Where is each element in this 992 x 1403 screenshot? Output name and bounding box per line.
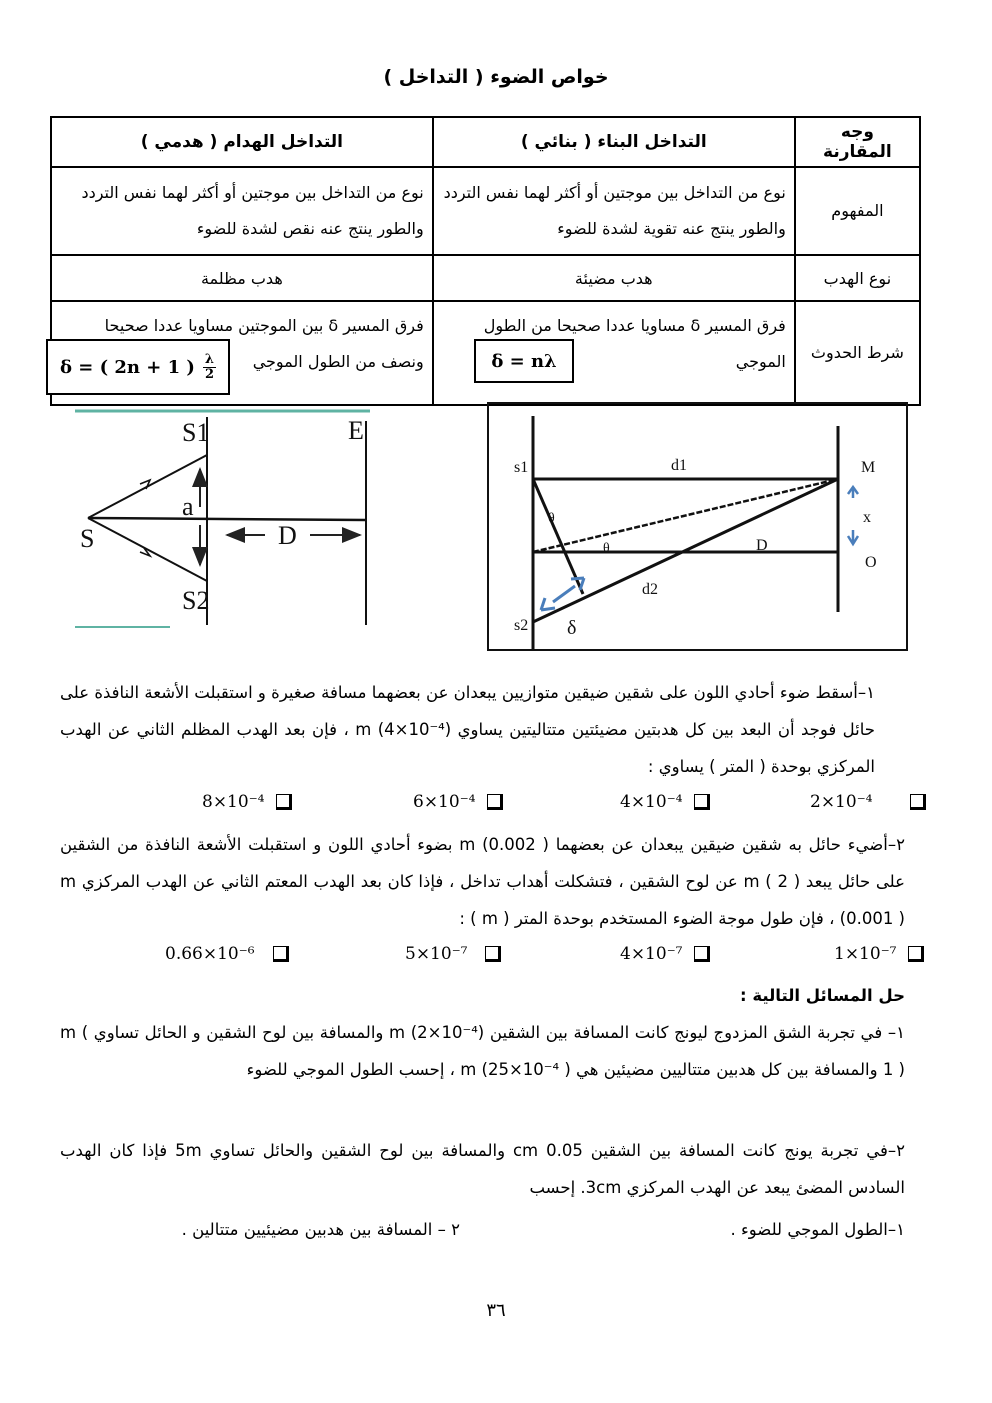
mcq-1-option-2[interactable]: [620, 792, 710, 812]
mcq-1-options: [0, 792, 992, 822]
mcq-question-2: ٢–أضيء حائل به شقين ضيقين يبعدان عن بعضهما m (0.002 ) بضوء أحادي اللون و استقبلت الأشعة النافذة من الشقين على حائل يبعد m ( 2 ) عن لوح الشقين ، فتشكلت أهداب تداخل ، فإذا كان بعد الهدب المعتم الثاني عن الهدب المركزي m (0.001 ) ، فإن طول موجة الضوء المستخدم بوحدة المتر ( m ) :: [60, 835, 905, 928]
mcq-2-option-3[interactable]: [405, 944, 501, 964]
label-d: D: [278, 521, 297, 550]
label-s2: [182, 586, 209, 615]
ray-to-s2: [88, 518, 207, 581]
table-row: [51, 255, 920, 301]
label-m: M: [861, 459, 876, 476]
label-d2: d2: [642, 581, 658, 598]
path-difference-diagram: [487, 402, 908, 652]
destructive-formula-lhs: δ = ( 2n + 1 ): [59, 356, 195, 378]
problem-2: ٢–في تجربة يونج كانت المسافة بين الشقين 0.05 cm والمسافة بين لوح الشقين والحائل تساوي 5m فإذا كان الهدب السادس المضئ يبعد عن الهدب المركزي 3cm. إحسب: [60, 1141, 906, 1197]
label-theta: θ: [603, 541, 610, 556]
table-header-row: [51, 117, 920, 167]
label-a: a: [182, 492, 194, 521]
label-s1-text: S1: [182, 418, 210, 447]
fraction-numerator: λ: [204, 351, 215, 367]
cell-constructive: هدب مضيئة: [433, 255, 795, 301]
arrow-icon: [541, 598, 555, 610]
double-slit-setup-diagram: [70, 405, 380, 635]
option-value: 4×10⁻⁴: [620, 792, 683, 812]
option-value: 2×10⁻⁴: [810, 792, 873, 812]
fraction-denominator: 2: [204, 366, 214, 382]
cell-destructive: هدب مظلمة: [51, 255, 433, 301]
label-s2-text: S2: [182, 586, 210, 615]
mcq-1-option-4[interactable]: [202, 792, 292, 812]
dashed-line: [533, 479, 838, 552]
checkbox-icon[interactable]: [694, 794, 710, 810]
checkbox-icon[interactable]: [910, 794, 926, 810]
header-constructive: التداخل البناء ( بنائي ): [433, 117, 795, 167]
label-x: x: [863, 509, 871, 526]
label-s: S: [80, 524, 95, 553]
page-number: ٣٦: [486, 1300, 506, 1321]
problems-heading: حل المسائل التالية :: [740, 986, 905, 1005]
delta-double-arrow: [553, 586, 575, 602]
destructive-formula-box: [46, 339, 230, 395]
option-value: 8×10⁻⁴: [202, 792, 265, 812]
checkbox-icon[interactable]: [908, 946, 924, 962]
row-label: المفهوم: [795, 167, 920, 255]
cell-constructive: نوع من التداخل بين موجتين أو أكثر لهما نفس التردد والطور ينتج عنه تقوية لشدة للضوء: [433, 167, 795, 255]
label-delta: δ: [567, 617, 577, 639]
checkbox-icon[interactable]: [694, 946, 710, 962]
mcq-2-option-2[interactable]: [620, 944, 710, 964]
label-o: O: [865, 554, 877, 571]
lambda-over-two: [203, 353, 216, 382]
row-label: شرط الحدوث: [795, 301, 920, 405]
label-s1: [182, 418, 209, 447]
problem-2-subpart-2: ٢ – المسافة بين هدبين مضيئيين متتالين .: [181, 1220, 460, 1239]
page-title: خواص الضوء ( التداخل ): [383, 66, 609, 88]
mcq-2-options: [0, 944, 992, 974]
checkbox-icon[interactable]: [276, 794, 292, 810]
label-d1: d1: [671, 457, 687, 474]
option-value: 4×10⁻⁷: [620, 944, 683, 964]
option-value: 1×10⁻⁷: [834, 944, 897, 964]
header-destructive: التداخل الهدام ( هدمي ): [51, 117, 433, 167]
mcq-2-option-4[interactable]: [165, 944, 289, 964]
perpendicular-line: [533, 479, 583, 594]
option-value: 6×10⁻⁴: [413, 792, 476, 812]
row-label: نوع الهدب: [795, 255, 920, 301]
problem-1: ١– في تجربة الشق المزدوج ليونج كانت المسافة بين الشقين m (2×10⁻⁴) والمسافة بين لوح الشقين و الحائل تساوي m ( 1 ) والمسافة بين كل هدبين متتاليين مضيئين هي m (25×10⁻⁴ ) ، إحسب الطول الموجي للضوء: [60, 1023, 905, 1079]
checkbox-icon[interactable]: [485, 946, 501, 962]
table-row: [51, 167, 920, 255]
mcq-1-option-3[interactable]: [413, 792, 503, 812]
problem-2-subpart-1: ١–الطول الموجي للضوء .: [730, 1220, 905, 1239]
cell-destructive: فرق المسير δ بين الموجتين مساويا عددا صحيحا ونصف من الطول الموجي: [51, 301, 433, 405]
cell-constructive: فرق المسير δ مساويا عددا صحيحا من الطول الموجي: [433, 301, 795, 405]
mcq-1-option-1[interactable]: [810, 792, 926, 812]
label-s2: s2: [514, 617, 529, 634]
option-value: 5×10⁻⁷: [405, 944, 468, 964]
label-s1: s1: [514, 459, 529, 476]
mcq-2-option-1[interactable]: [834, 944, 924, 964]
header-comparison-aspect: وجه المقارنة: [795, 117, 920, 167]
cell-destructive: نوع من التداخل بين موجتين أو أكثر لهما نفس التردد والطور ينتج عنه نقص لشدة للضوء: [51, 167, 433, 255]
constructive-formula-box: [474, 339, 574, 383]
option-value: 0.66×10⁻⁶: [165, 944, 255, 964]
label-theta: θ: [548, 511, 555, 526]
label-d: D: [756, 537, 768, 554]
mcq-question-1: ١–أسقط ضوء أحادي اللون على شقين ضيقين متوازيين يبعدان عن بعضهما مسافة صغيرة و استقبلت الأشعة النافذة على حائل فوجد أن البعد بين كل هدبتين مضيئتين متتاليتين يساوي m (4×10⁻⁴) ، فإن بعد الهدب المظلم الثاني عن الهدب المركزي بوحدة ( المتر ) يساوي :: [60, 683, 875, 776]
central-axis: [88, 518, 366, 520]
checkbox-icon[interactable]: [487, 794, 503, 810]
checkbox-icon[interactable]: [273, 946, 289, 962]
label-e: E: [348, 416, 364, 445]
constructive-formula: δ = nλ: [491, 350, 557, 372]
